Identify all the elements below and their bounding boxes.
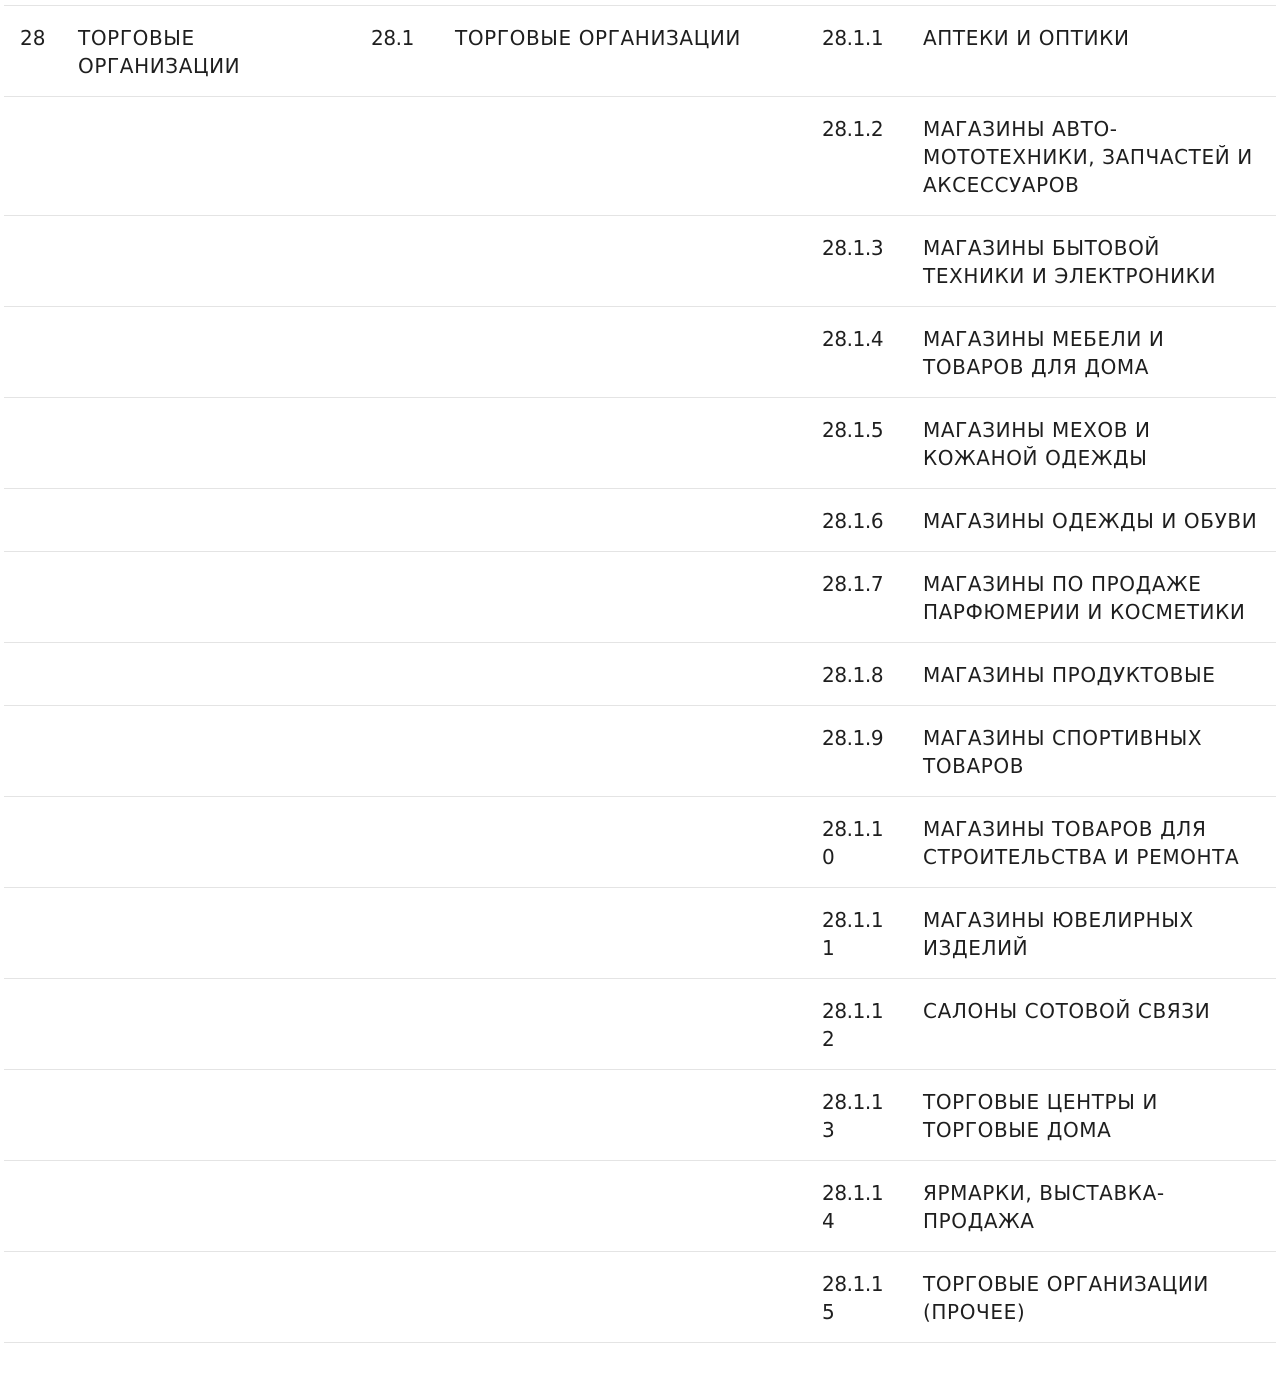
category-name-cell — [62, 216, 355, 307]
category-number-cell — [4, 307, 62, 398]
subcategory-name-cell — [439, 307, 806, 398]
category-number-cell — [4, 216, 62, 307]
item-code-cell: 28.1.15 — [822, 1272, 884, 1324]
category-name-cell — [62, 97, 355, 216]
subcategory-code-cell — [355, 643, 439, 706]
subcategory-code-cell — [355, 1252, 439, 1343]
category-name-cell — [62, 979, 355, 1070]
item-name-cell: МАГАЗИНЫ МЕБЕЛИ И ТОВАРОВ ДЛЯ ДОМА — [923, 327, 1165, 379]
table-row — [4, 1252, 1276, 1343]
category-number-cell — [4, 1161, 62, 1252]
category-number-cell — [4, 643, 62, 706]
category-name-cell — [62, 307, 355, 398]
category-number-cell — [4, 398, 62, 489]
subcategory-name-cell — [439, 797, 806, 888]
item-code-cell: 28.1.4 — [822, 327, 884, 351]
item-code-cell: 28.1.6 — [822, 509, 884, 533]
table-row — [4, 1070, 1276, 1161]
subcategory-code-cell — [355, 398, 439, 489]
table-row — [4, 979, 1276, 1070]
item-code-cell: 28.1.5 — [822, 418, 884, 442]
category-name-cell — [62, 398, 355, 489]
category-table-body — [4, 6, 1276, 1343]
category-number-cell — [4, 979, 62, 1070]
table-row — [4, 398, 1276, 489]
category-number-cell: 28 — [20, 26, 46, 50]
subcategory-name-cell — [439, 979, 806, 1070]
item-code-cell: 28.1.13 — [822, 1090, 884, 1142]
category-name-cell: ТОРГОВЫЕ ОРГАНИЗАЦИИ — [78, 26, 241, 78]
subcategory-code-cell — [355, 1070, 439, 1161]
item-name-cell: ТОРГОВЫЕ ОРГАНИЗАЦИИ (ПРОЧЕЕ) — [923, 1272, 1209, 1324]
category-number-cell — [4, 97, 62, 216]
item-name-cell: ЯРМАРКИ, ВЫСТАВКА-ПРОДАЖА — [923, 1181, 1165, 1233]
item-name-cell: МАГАЗИНЫ МЕХОВ И КОЖАНОЙ ОДЕЖДЫ — [923, 418, 1151, 470]
item-name-cell: МАГАЗИНЫ ОДЕЖДЫ И ОБУВИ — [923, 509, 1258, 533]
subcategory-code-cell — [355, 1161, 439, 1252]
category-name-cell — [62, 1252, 355, 1343]
item-code-cell: 28.1.2 — [822, 117, 884, 141]
subcategory-name-cell — [439, 97, 806, 216]
item-name-cell: МАГАЗИНЫ СПОРТИВНЫХ ТОВАРОВ — [923, 726, 1203, 778]
subcategory-name-cell — [439, 552, 806, 643]
item-code-cell: 28.1.1 — [822, 26, 884, 50]
subcategory-name-cell — [439, 706, 806, 797]
subcategory-name-cell — [439, 888, 806, 979]
subcategory-code-cell — [355, 888, 439, 979]
subcategory-code-cell — [355, 97, 439, 216]
table-row — [4, 97, 1276, 216]
item-code-cell: 28.1.7 — [822, 572, 884, 596]
table-row — [4, 1161, 1276, 1252]
subcategory-code-cell — [355, 797, 439, 888]
table-row — [4, 307, 1276, 398]
table-row — [4, 706, 1276, 797]
table-row — [4, 643, 1276, 706]
item-code-cell: 28.1.3 — [822, 236, 884, 260]
category-number-cell — [4, 552, 62, 643]
table-row — [4, 216, 1276, 307]
category-name-cell — [62, 1161, 355, 1252]
category-table-wrapper — [4, 5, 1276, 1343]
subcategory-code-cell: 28.1 — [371, 26, 414, 50]
subcategory-name-cell — [439, 398, 806, 489]
subcategory-name-cell — [439, 1070, 806, 1161]
table-row — [4, 552, 1276, 643]
subcategory-name-cell — [439, 489, 806, 552]
category-name-cell — [62, 888, 355, 979]
item-code-cell: 28.1.12 — [822, 999, 884, 1051]
item-code-cell: 28.1.10 — [822, 817, 884, 869]
subcategory-code-cell — [355, 706, 439, 797]
category-number-cell — [4, 1252, 62, 1343]
item-code-cell: 28.1.8 — [822, 663, 884, 687]
subcategory-name-cell — [439, 643, 806, 706]
item-name-cell: ТОРГОВЫЕ ЦЕНТРЫ И ТОРГОВЫЕ ДОМА — [923, 1090, 1158, 1142]
subcategory-code-cell — [355, 489, 439, 552]
item-name-cell: МАГАЗИНЫ ЮВЕЛИРНЫХ ИЗДЕЛИЙ — [923, 908, 1194, 960]
category-name-cell — [62, 1070, 355, 1161]
category-number-cell — [4, 489, 62, 552]
category-name-cell — [62, 643, 355, 706]
subcategory-code-cell — [355, 307, 439, 398]
table-row — [4, 888, 1276, 979]
item-name-cell: МАГАЗИНЫ ПРОДУКТОВЫЕ — [923, 663, 1216, 687]
category-name-cell — [62, 797, 355, 888]
item-name-cell: МАГАЗИНЫ АВТО-МОТОТЕХНИКИ, ЗАПЧАСТЕЙ И АКСЕССУАРОВ — [923, 117, 1253, 197]
table-row — [4, 489, 1276, 552]
item-code-cell: 28.1.11 — [822, 908, 884, 960]
category-number-cell — [4, 888, 62, 979]
category-name-cell — [62, 489, 355, 552]
item-name-cell: САЛОНЫ СОТОВОЙ СВЯЗИ — [923, 999, 1211, 1023]
subcategory-name-cell — [439, 216, 806, 307]
item-code-cell: 28.1.9 — [822, 726, 884, 750]
category-number-cell — [4, 797, 62, 888]
item-name-cell: МАГАЗИНЫ ПО ПРОДАЖЕ ПАРФЮМЕРИИ И КОСМЕТИКИ — [923, 572, 1246, 624]
category-table — [4, 5, 1276, 1343]
item-name-cell: МАГАЗИНЫ ТОВАРОВ ДЛЯ СТРОИТЕЛЬСТВА И РЕМОНТА — [923, 817, 1240, 869]
subcategory-code-cell — [355, 552, 439, 643]
category-name-cell — [62, 552, 355, 643]
item-code-cell: 28.1.14 — [822, 1181, 884, 1233]
category-number-cell — [4, 706, 62, 797]
subcategory-name-cell: ТОРГОВЫЕ ОРГАНИЗАЦИИ — [455, 26, 741, 50]
table-row — [4, 6, 1276, 97]
subcategory-code-cell — [355, 979, 439, 1070]
subcategory-name-cell — [439, 1161, 806, 1252]
subcategory-code-cell — [355, 216, 439, 307]
subcategory-name-cell — [439, 1252, 806, 1343]
table-row — [4, 797, 1276, 888]
category-name-cell — [62, 706, 355, 797]
item-name-cell: МАГАЗИНЫ БЫТОВОЙ ТЕХНИКИ И ЭЛЕКТРОНИКИ — [923, 236, 1217, 288]
category-number-cell — [4, 1070, 62, 1161]
item-name-cell: АПТЕКИ И ОПТИКИ — [923, 26, 1130, 50]
